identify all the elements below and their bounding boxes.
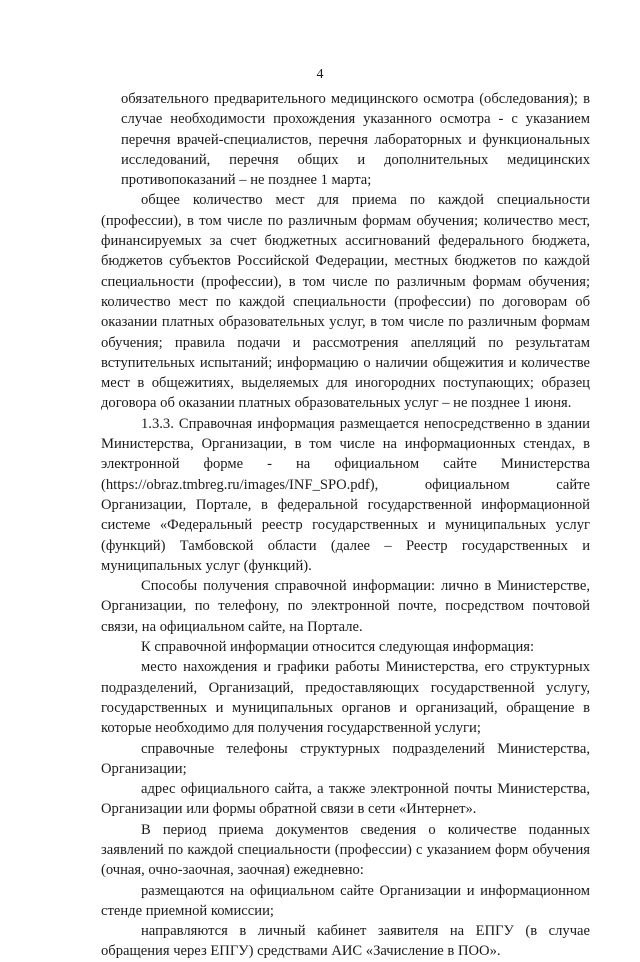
paragraph-5: К справочной информации относится следующая информация: bbox=[141, 639, 535, 656]
page-number: 4 bbox=[316, 67, 324, 82]
paragraph-4: Способы получения справочной информации: лично в Министерстве, Организации, по телефону, по электронной почте, посредством почтовой связи, на официальном сайте, на Портале. bbox=[101, 578, 590, 635]
page-body bbox=[101, 89, 590, 962]
paragraph-8: адрес официального сайта, а также электронной почты Министерства, Организации или формы обратной связи в сети «Интернет». bbox=[101, 781, 590, 818]
paragraph-6: место нахождения и графики работы Министерства, его структурных подразделений, Организаций, предоставляющих государственной услугу, государственных и муниципальных органов и организаций, обращение в которые необходимо для получения государственной услуги; bbox=[101, 659, 590, 737]
paragraph-11: направляются в личный кабинет заявителя на ЕПГУ (в случае обращения через ЕПГУ) средствами АИС «Зачисление в ПОО». bbox=[101, 923, 590, 960]
paragraph-1: обязательного предварительного медицинского осмотра (обследования); в случае необходимости прохождения указанного осмотра - с указанием перечня врачей-специалистов, перечня лабораторных и функциональных исследований, перечня общих и дополнительных медицинских противопоказаний – не позднее 1 марта; bbox=[121, 91, 590, 189]
paragraph-7: справочные телефоны структурных подразделений Министерства, Организации; bbox=[101, 740, 590, 777]
paragraph-9: В период приема документов сведения о количестве поданных заявлений по каждой специальности (профессии) с указанием форм обучения (очная, очно-заочная, заочная) ежедневно: bbox=[101, 821, 590, 879]
paragraph-2: общее количество мест для приема по каждой специальности (профессии), в том числе по различным формам обучения; количество мест, финансируемых за счет бюджетных ассигнований федерального бюджета, бюджетов субъектов Российской Федерации, местных бюджетов по каждой специальности (профессии), в том числе по различным формам обучения; количество мест по каждой специальности (профессии) по договорам об оказании платных образовательных услуг, в том числе по различным формам обучения; правила подачи и рассмотрения апелляций по результатам вступительных испытаний; информацию о наличии общежития и количестве мест в общежитиях, выделяемых для иногородних поступающих; образец договора об оказании платных образовательных услуг – не позднее 1 июня. bbox=[101, 192, 590, 412]
paragraph-3: 1.3.3. Справочная информация размещается непосредственно в здании Министерства, Организации, в том числе на информационных стендах, в электронной форме - на официальном сайте Министерства (https://obraz.tmbreg.ru/images/INF_SPO.pdf), официальном сайте Организации, Портале, в федеральной государственной информационной системе «Федеральный реестр государственных и муниципальных услуг (функций) Тамбовской области (далее – Реестр государственных и муниципальных услуг (функций). bbox=[101, 415, 590, 574]
paragraph-10: размещаются на официальном сайте Организации и информационном стенде приемной комиссии; bbox=[101, 882, 590, 919]
